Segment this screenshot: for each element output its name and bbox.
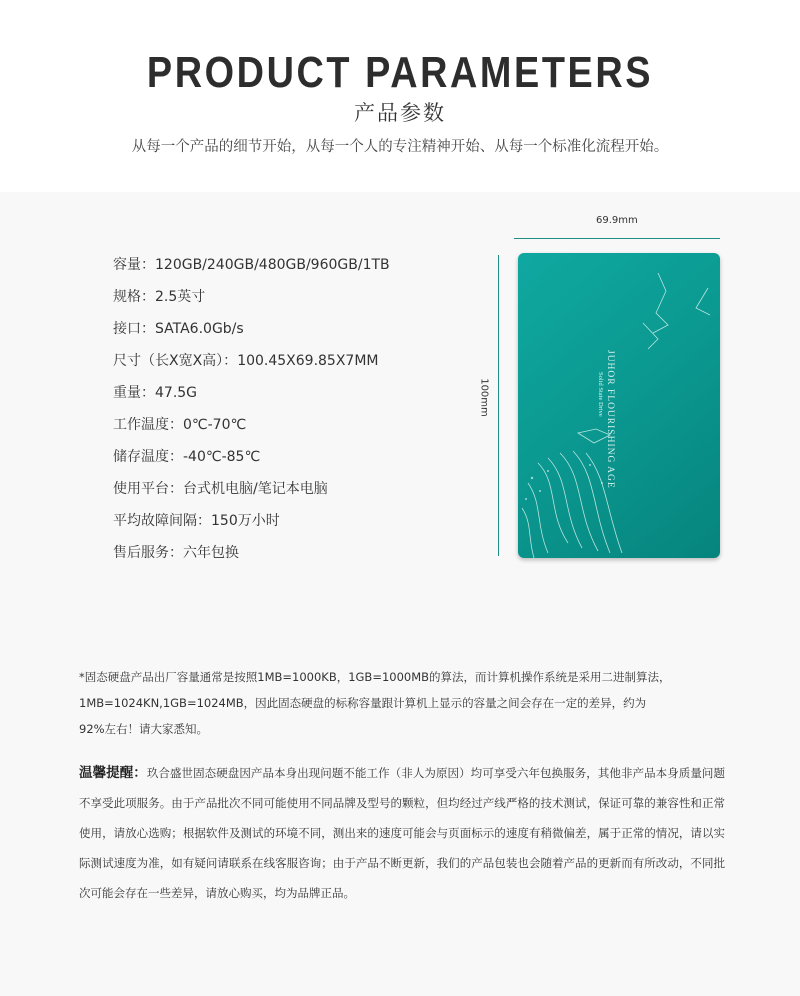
spec-label: 使用平台： xyxy=(113,481,183,497)
spec-row-dimensions xyxy=(113,352,390,384)
spec-row-capacity xyxy=(113,256,390,288)
spec-label: 售后服务： xyxy=(113,545,183,561)
spec-value: SATA6.0Gb/s xyxy=(155,321,244,337)
spec-label: 规格： xyxy=(113,289,155,305)
spec-row-warranty xyxy=(113,544,390,576)
spec-row-operating-temp xyxy=(113,416,390,448)
note-line: *固态硬盘产品出厂容量通常是按照1MB=1000KB，1GB=1000MB的算法，而计算机操作系统是采用二进制算法， xyxy=(79,670,671,684)
spec-value: 台式机电脑/笔记本电脑 xyxy=(183,481,328,497)
spec-value: 2.5英寸 xyxy=(155,289,206,305)
width-dimension-line xyxy=(514,238,720,239)
width-dimension-label: 69.9mm xyxy=(596,215,638,226)
ssd-wave-pattern-icon xyxy=(518,253,720,558)
slogan: 从每一个产品的细节开始，从每一个人的专注精神开始、从每一个标准化流程开始。 xyxy=(131,139,669,155)
note-line: 1MB=1024KN,1GB=1024MB，因此固态硬盘的标称容量跟计算机上显示的容量之间会存在一定的差异，约为 xyxy=(79,696,647,710)
spec-label: 工作温度： xyxy=(113,417,183,433)
spec-row-storage-temp xyxy=(113,448,390,480)
ssd-subtitle-text: Solid State Drive xyxy=(597,372,604,417)
note-line: 92%左右！请大家悉知。 xyxy=(79,722,209,736)
spec-row-mtbf xyxy=(113,512,390,544)
spec-value: 47.5G xyxy=(155,385,198,401)
spec-value: 六年包换 xyxy=(183,545,239,561)
spec-list xyxy=(113,256,390,576)
spec-row-weight xyxy=(113,384,390,416)
spec-value: 0℃-70℃ xyxy=(183,417,247,433)
tip-text: 玖合盛世固态硬盘因产品本身出现问题不能工作（非人为原因）均可享受六年包换服务，其他非产品本身质量问题不享受此项服务。由于产品批次不同可能使用不同品牌及型号的颗粒，但均经过产线严格的技术测试，保证可靠的兼容性和正常使用，请放心选购；根据软件及测试的环境不同，测出来的速度可能会与页面标示的速度有稍微偏差，属于正常的情况，请以实际测试速度为准，如有疑问请联系在线客服咨询；由于产品不断更新，我们的产品包装也会随着产品的更新而有所改动，不同批次可能会存在一些差异，请放心购买，均为品牌正品。 xyxy=(79,766,725,900)
spec-value: -40℃-85℃ xyxy=(183,449,261,465)
ssd-product-image xyxy=(518,253,720,558)
height-dimension-line xyxy=(498,255,499,556)
header-section xyxy=(0,0,800,192)
spec-label: 尺寸（长X宽X高）： xyxy=(113,353,238,369)
capacity-note xyxy=(79,664,729,742)
spec-value: 120GB/240GB/480GB/960GB/1TB xyxy=(155,257,390,273)
tip-label: 温馨提醒： xyxy=(79,765,147,781)
spec-label: 重量： xyxy=(113,385,155,401)
spec-label: 容量： xyxy=(113,257,155,273)
height-dimension-label: 100mm xyxy=(478,378,490,417)
spec-row-platform xyxy=(113,480,390,512)
page-subtitle: 产品参数 xyxy=(354,101,446,125)
spec-label: 储存温度： xyxy=(113,449,183,465)
spec-label: 平均故障间隔： xyxy=(113,513,211,529)
spec-label: 接口： xyxy=(113,321,155,337)
spec-value: 150万小时 xyxy=(211,513,280,529)
ssd-brand-text: JUHOR FLOURISHING AGE xyxy=(605,350,615,489)
spec-row-interface xyxy=(113,320,390,352)
page-title: PRODUCT PARAMETERS xyxy=(146,48,654,97)
spec-row-form-factor xyxy=(113,288,390,320)
warm-tip xyxy=(79,758,725,908)
spec-value: 100.45X69.85X7MM xyxy=(237,353,379,369)
